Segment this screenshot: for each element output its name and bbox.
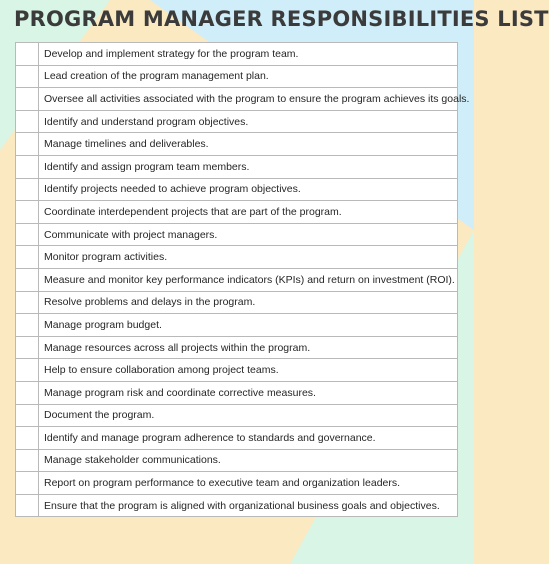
checkbox-cell[interactable] (16, 427, 39, 450)
table-row (16, 178, 458, 201)
table-row (16, 291, 458, 314)
checkbox-cell[interactable] (16, 110, 39, 133)
table-row (16, 268, 458, 291)
responsibility-text: Manage program budget. (39, 314, 458, 337)
checkbox-cell[interactable] (16, 178, 39, 201)
responsibility-text: Identify and assign program team members. (39, 155, 458, 178)
responsibility-text: Manage program risk and coordinate corrective measures. (39, 381, 458, 404)
responsibility-text: Identify and manage program adherence to standards and governance. (39, 427, 458, 450)
table-row (16, 359, 458, 382)
checkbox-cell[interactable] (16, 88, 39, 111)
checkbox-cell[interactable] (16, 404, 39, 427)
responsibility-text: Monitor program activities. (39, 246, 458, 269)
responsibility-text: Help to ensure collaboration among project teams. (39, 359, 458, 382)
checkbox-cell[interactable] (16, 43, 39, 66)
checkbox-cell[interactable] (16, 472, 39, 495)
responsibility-text: Identify projects needed to achieve program objectives. (39, 178, 458, 201)
checkbox-cell[interactable] (16, 223, 39, 246)
checkbox-cell[interactable] (16, 314, 39, 337)
responsibility-text: Resolve problems and delays in the program. (39, 291, 458, 314)
responsibility-text: Develop and implement strategy for the program team. (39, 43, 458, 66)
responsibility-text: Oversee all activities associated with the program to ensure the program achieves its goals. (39, 88, 458, 111)
checkbox-cell[interactable] (16, 291, 39, 314)
responsibilities-table (15, 42, 470, 517)
responsibility-text: Communicate with project managers. (39, 223, 458, 246)
responsibility-text: Manage resources across all projects within the program. (39, 336, 458, 359)
checkbox-cell[interactable] (16, 336, 39, 359)
checkbox-cell[interactable] (16, 494, 39, 517)
table-row (16, 336, 458, 359)
table-row (16, 449, 458, 472)
checkbox-cell[interactable] (16, 133, 39, 156)
checkbox-cell[interactable] (16, 246, 39, 269)
checkbox-cell[interactable] (16, 268, 39, 291)
table-row (16, 404, 458, 427)
table-row (16, 427, 458, 450)
table-row (16, 110, 458, 133)
responsibility-text: Report on program performance to executive team and organization leaders. (39, 472, 458, 495)
responsibility-text: Document the program. (39, 404, 458, 427)
responsibility-text: Identify and understand program objectives. (39, 110, 458, 133)
responsibility-text: Measure and monitor key performance indicators (KPIs) and return on investment (ROI). (39, 268, 458, 291)
checkbox-cell[interactable] (16, 65, 39, 88)
table-row (16, 201, 458, 224)
responsibility-text: Lead creation of the program management plan. (39, 65, 458, 88)
table-row (16, 381, 458, 404)
table-row (16, 246, 458, 269)
table-row (16, 223, 458, 246)
table-row (16, 43, 458, 66)
table-row (16, 314, 458, 337)
checkbox-cell[interactable] (16, 449, 39, 472)
responsibility-text: Manage timelines and deliverables. (39, 133, 458, 156)
table-row (16, 472, 458, 495)
responsibility-text: Manage stakeholder communications. (39, 449, 458, 472)
checkbox-cell[interactable] (16, 201, 39, 224)
page-title: PROGRAM MANAGER RESPONSIBILITIES LIST (14, 7, 549, 31)
table-row (16, 133, 458, 156)
checkbox-cell[interactable] (16, 359, 39, 382)
responsibility-text: Ensure that the program is aligned with organizational business goals and objectives. (39, 494, 458, 517)
table-row (16, 88, 458, 111)
responsibility-text: Coordinate interdependent projects that are part of the program. (39, 201, 458, 224)
table-row (16, 65, 458, 88)
table-row (16, 155, 458, 178)
checkbox-cell[interactable] (16, 155, 39, 178)
checkbox-cell[interactable] (16, 381, 39, 404)
table-row (16, 494, 458, 517)
